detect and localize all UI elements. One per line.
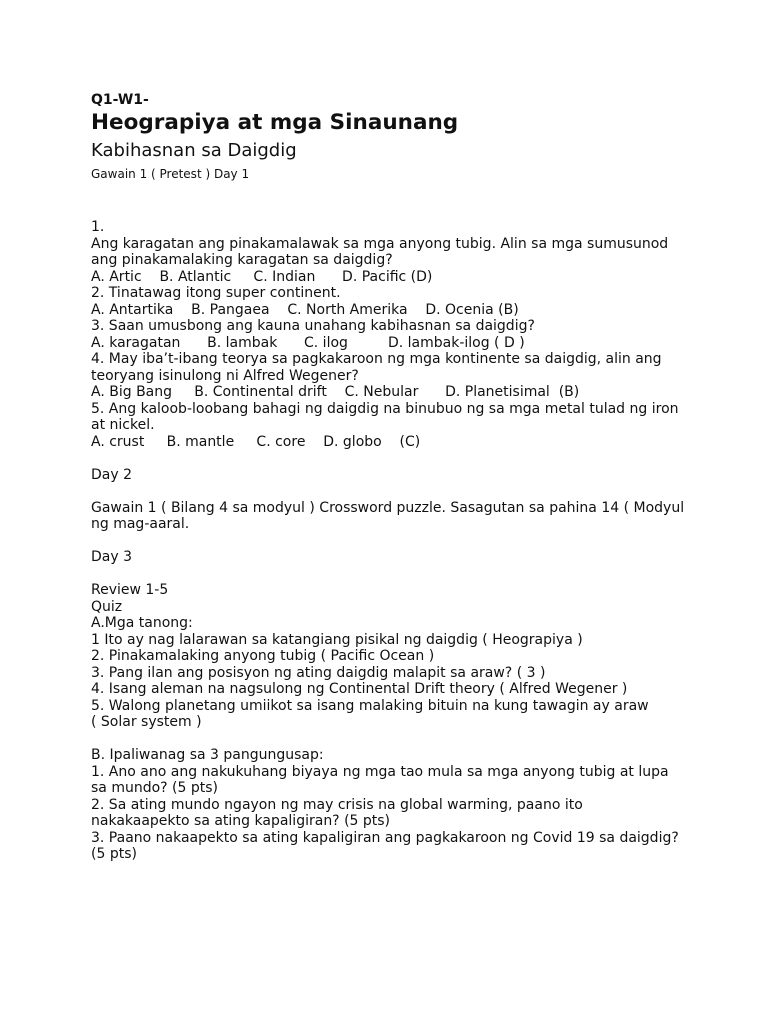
spacer: [91, 533, 691, 550]
document-content: [91, 92, 691, 863]
part-b-line: sa mundo? (5 pts): [91, 780, 218, 796]
part-b-line: nakakaapekto sa ating kapaligiran? (5 pts): [91, 813, 391, 829]
day3-line: 5. Walong planetang umiikot sa isang malaking bituin na kung tawagin ay araw: [91, 697, 649, 714]
lesson-subtitle: Kabihasnan sa Daigdig: [91, 140, 297, 161]
pretest-line: teoryang isinulong ni Alfred Wegener?: [91, 367, 359, 384]
spacer: [91, 731, 691, 748]
pretest-line: 5. Ang kaloob-loobang bahagi ng daigdig na binubuo ng sa mga metal tulad ng iron: [91, 400, 679, 417]
pretest-line: 1.: [91, 219, 105, 235]
day2-section: [91, 467, 691, 533]
part-b-line: 2. Sa ating mundo ngayon ng may crisis na global warming, paano ito: [91, 796, 583, 813]
day3-line: Quiz: [91, 598, 123, 615]
pretest-line: 2. Tinatawag itong super continent.: [91, 285, 341, 301]
day3-section: [91, 549, 691, 731]
day2-heading: Day 2: [91, 466, 133, 483]
pretest-line: 3. Saan umusbong ang kauna unahang kabihasnan sa daigdig?: [91, 318, 535, 334]
part-b-line: B. Ipaliwanag sa 3 pangungusap:: [91, 747, 324, 763]
day3-line: 1 Ito ay nag lalarawan sa katangiang pisikal ng daigdig ( Heograpiya ): [91, 631, 583, 648]
day3-heading: Day 3: [91, 549, 133, 565]
day3-line: 4. Isang aleman na nagsulong ng Continental Drift theory ( Alfred Wegener ): [91, 681, 628, 697]
pretest-line: A. Antartika B. Pangaea C. North Amerika D. Ocenia (B): [91, 301, 519, 318]
part-b-section: [91, 747, 691, 863]
pretest-line: at nickel.: [91, 417, 155, 433]
spacer: [91, 483, 691, 500]
pretest-line: 4. May iba’t-ibang teorya sa pagkakaroon ng mga kontinente sa daigdig, alin ang: [91, 351, 662, 367]
activity-label: Gawain 1 ( Pretest ) Day 1: [91, 167, 250, 181]
day3-line: A.Mga tanong:: [91, 615, 193, 631]
pretest-line: A. karagatan B. lambak C. ilog D. lambak-ilog ( D ): [91, 334, 525, 351]
day3-line: Review 1-5: [91, 582, 169, 598]
pretest-section: [91, 219, 691, 450]
spacer: [91, 566, 691, 583]
spacer: [91, 450, 691, 467]
pretest-line: A. Artic B. Atlantic C. Indian D. Pacific (D): [91, 268, 433, 285]
part-b-line: 3. Paano nakaapekto sa ating kapaligiran ang pagkakaroon ng Covid 19 sa daigdig?: [91, 829, 679, 846]
day3-line: 2. Pinakamalaking anyong tubig ( Pacific Ocean ): [91, 648, 435, 664]
day2-line: Gawain 1 ( Bilang 4 sa modyul ) Crossword puzzle. Sasagutan sa pahina 14 ( Modyul: [91, 499, 685, 516]
part-b-line: (5 pts): [91, 846, 137, 862]
pretest-line: ang pinakamalaking karagatan sa daigdig?: [91, 252, 393, 268]
lesson-code: Q1-W1-: [91, 92, 149, 108]
pretest-line: A. Big Bang B. Continental drift C. Nebular D. Planetisimal (B): [91, 384, 580, 400]
spacer: [91, 182, 691, 219]
part-b-line: 1. Ano ano ang nakukuhang biyaya ng mga tao mula sa mga anyong tubig at lupa: [91, 763, 669, 780]
lesson-title: Heograpiya at mga Sinaunang: [91, 110, 459, 135]
day3-line: 3. Pang ilan ang posisyon ng ating daigdig malapit sa araw? ( 3 ): [91, 664, 546, 681]
day3-line: ( Solar system ): [91, 714, 202, 730]
day2-line: ng mag-aaral.: [91, 516, 190, 532]
pretest-line: A. crust B. mantle C. core D. globo (C): [91, 433, 421, 450]
pretest-line: Ang karagatan ang pinakamalawak sa mga anyong tubig. Alin sa mga sumusunod: [91, 235, 669, 252]
